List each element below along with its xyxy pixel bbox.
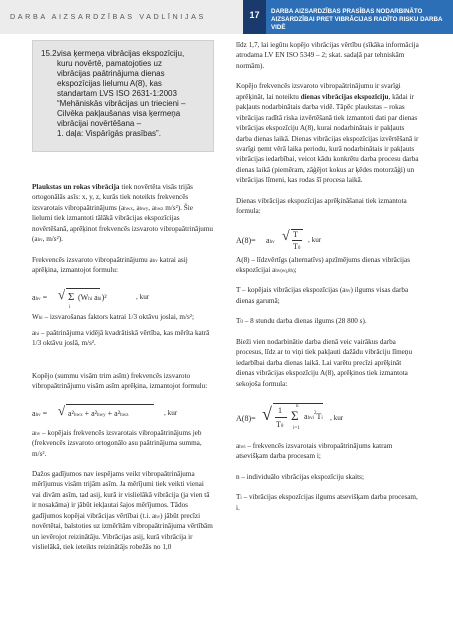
def-a8: A(8) – līdzvērtīgs (alternatīvs) apzīmējums dienas vibrācijas ekspozīcijai ahv(eq,8h); [236, 255, 411, 274]
callout-number: 15.2. [41, 49, 59, 58]
callout-line: visa ķermeņa vibrācijas ekspozīciju, [57, 49, 185, 58]
formula-a8-multi: A(8)= √ 1 T0 n Σ i=1 ahvi$^2$Ti , kur [236, 403, 344, 431]
def-t: T – kopējais vibrācijas ekspozīcijas (ahv) ilgums visas darba dienas garumā; [236, 286, 409, 305]
header-left-band [0, 0, 243, 34]
callout-line: standartam LVS ISO 2631-1:2003 [57, 89, 177, 98]
page-number: 17 [243, 0, 266, 34]
formula-a8: A(8)= ahv √ T T0 , kur [236, 228, 322, 251]
paragraph-axes: Dažos gadījumos nav iespējams veikt vibropaātrinājuma mērījumus visām trijām asīm. Ja mērījumi tiek veikti vienai vai divām asīm, tad asij, kurā ir vislielākā vibrācija (ja vien tā ir nosakāma) ir jābūt iekļautai šajos mērījumos. Tādos gadījumos kopējai vibrācijas vērtībai (t.i. ahv) jābūt precīzi novērtētai, balstoties uz izmērītām vibropaātrinājuma vērtībām un ievērojot reizinātāju. Vibrācijas asij, kurā vibrācija ir vislielākā, tiek ieteikts reizinātājs robežās no 1,0 [32, 470, 213, 552]
def-ti: Ti – vibrācijas ekspozīcijas ilgums atsevišķam darba procesam, i. [236, 493, 418, 512]
header-left-title: DARBA AIZSARDZĪBAS VADLĪNIJAS [10, 12, 206, 21]
callout-box [32, 40, 214, 152]
callout-line: “Mehāniskās vibrācijas un triecieni – [57, 99, 186, 108]
page-header [0, 0, 453, 34]
callout-line: vibrācijas paātrinājuma dienas [57, 69, 165, 78]
callout-line: kuru novērtē, pamatojoties uz [57, 59, 162, 68]
header-right-line-1: DARBA AIZSARDZĪBAS PRASĪBAS NODARBINĀTO [271, 8, 423, 15]
callout-line: 1. daļa: Vispārīgās prasības”. [57, 129, 161, 138]
paragraph-formula-intro: Dienas vibrācijas ekspozīcijas aprēķināšanai tiek izmantota formula: [236, 196, 407, 216]
header-right-line-2: AIZSARDZĪBAI PRET VIBRĀCIJAS RADĪTO RISKU DARBA VIDĒ [271, 16, 443, 32]
formula-ahv-total: ahv = √ a²hwx + a²hwy + a²hwz , kur [32, 402, 178, 418]
callout-text [57, 49, 197, 139]
left-column [32, 40, 214, 553]
paragraph-weighted: Frekvencēs izsvaroto vibropaātrinājumu ahv katrai asij aprēķina, izmantojot formulu: [32, 255, 188, 275]
paragraph-multiple-processes: Bieži vien nodarbinātie darba dienā veic vairākus darba procesus, līdz ar to viņi tiek pakļauti dažādu vibrāciju līmeņu iedarbībai darba dienas laikā. Lai varētu precīzi aprēķināt dienas vibrācijas ekspozīciju A(8), aprēķinos tiek izmantota sekojoša formula: [236, 337, 413, 388]
def-t0: T0 – 8 stundu darba dienas ilgums (28 800 s). [236, 317, 367, 326]
paragraph-daily-exposure: Kopējo frekvencēs izsvaroto vibropaātrinājumu ir svarīgi aprēķināt, lai noteiktu dienas vibrācijas ekspozīciju, kādai ir pakļauts nodarbinātais darba vidē. Tāpēc plaukstas – rokas vibrācijas radītā riska izvērtēšanā tiek izmantoti dati par dienas vibrācijas ekspozīciju A(8), kurai nodarbinātais ir pakļauts darba dienas laikā. Dienas vibrācijas ekspozīcijas izvērtēšanā ir svarīgi ņemt vērā laika periodu, kurā nodarbinātais ir pakļauts vibrācijas iedarbībai, veicot kādu konkrētu darba procesu darba dienas laikā (piemēram, zāģējot kokus ar ķēdes motorzāģi) un vibrācijas līmeni, kas rodas šī procesa laikā. [236, 82, 419, 185]
def-ahvi: ahvi – frekvencēs izsvarotais vibropaātrinājums katram atsevišķam darba procesam i; [236, 441, 393, 461]
header-right-title [266, 0, 453, 34]
paragraph-hand-arm: Plaukstas un rokas vibrācija tiek novērtēta visās trijās ortogonālās asīs: x, y, z, kurās tiek noteikts frekvencēs izsvarotais vibropaātrinājums (ahwx, ahwy, ahwz m/s²). Šie lielumi tiek izmantoti tālākā vibrācijas ekspozīcijas novērtēšanā, aprēķinot frekvencēs izsvaroto vibropaātrinājumu (ahv, m/s²). [32, 183, 214, 244]
def-w: Whi – izsvarošanas faktors katrai 1/3 oktāvu joslai, m/s²; [32, 312, 194, 321]
callout-line: Cilvēka pakļaušanas visa ķermeņa [57, 109, 181, 118]
def-ahv: ahv – kopējais frekvencēs izsvarotais vibropaātrinājums jeb (frekvencēs izsvaroto ortogonālo asu paātrinājuma summa, m/s². [32, 428, 202, 458]
callout-line: ekspozīcijas lielumu A(8), kas [57, 79, 162, 88]
paragraph-total: Kopējo (summu visām trim asīm) frekvencēs izsvaroto vibropaātrinājumu visām asīm aprēķina, izmantojot formulu: [32, 371, 208, 391]
right-column [236, 40, 420, 513]
callout-line: vibrācijai novērtēšana – [57, 119, 142, 128]
formula-ahv-sum: ahv = √ Σ i (Whi ahi)² , kur [32, 286, 150, 310]
def-a: ahi – paātrinājuma vidējā kvadrātiskā vērtība, kas mērīta katrā 1/3 oktāvu joslā, m/s². [32, 328, 210, 348]
def-n: n – individuālo vibrācijas ekspozīciju skaits; [236, 472, 364, 481]
paragraph-multiplier: līdz 1,7, lai iegūtu kopējo vibrācijas vērtību (sīkāka informācija atrodama LV EN ISO 5349 – 2; skat. sadaļā par tehniskām normām). [236, 41, 419, 70]
